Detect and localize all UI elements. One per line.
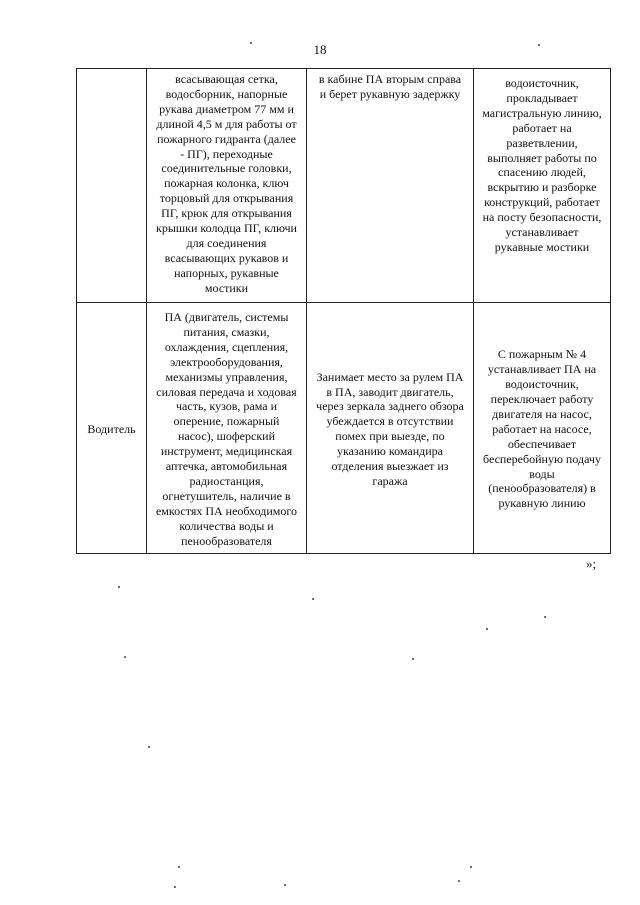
equipment-text-line: мостики [204, 280, 249, 295]
position-text-line: в кабине ПА вторым справа [318, 72, 462, 86]
closing-quote: »; [586, 556, 597, 571]
duties-table [76, 68, 611, 554]
scan-speck [458, 880, 460, 882]
duties-text-line: С пожарным № 4 [497, 347, 587, 362]
equipment-text-line: всасывающих рукавов и [164, 250, 289, 265]
position-text-line: гаража [372, 473, 408, 488]
position-cell [307, 303, 474, 554]
duties-text-line: устанавливает ПА на [487, 362, 597, 377]
duties-text-line: конструкций, работает [484, 195, 600, 210]
equipment-text-line: количества воды и [179, 518, 274, 533]
equipment-text-line: торцовый для открывания [159, 191, 294, 206]
position-text-line: через зеркала заднего обзора [316, 399, 464, 414]
duties-text-line: воды [529, 466, 555, 481]
equipment-text-line: пожарная колонка, ключ [164, 176, 289, 191]
equipment-text-line: ПГ, крюк для открывания [161, 206, 292, 221]
page-number: 18 [313, 42, 327, 57]
equipment-text-line: радиостанция, [189, 473, 264, 488]
equipment-text-line: пенообразователя [181, 533, 272, 548]
equipment-text-line: крышки колодца ПГ, ключи [156, 221, 297, 236]
scan-speck [312, 598, 314, 600]
scan-speck [148, 746, 150, 748]
duties-text-line: работает на насосе, [492, 421, 592, 436]
table-row [77, 303, 611, 554]
duties-text-line: на посту безопасности, [482, 210, 602, 225]
equipment-text-line: ПА (двигатель, системы [164, 310, 289, 324]
scan-speck [124, 656, 126, 658]
duties-text-line: переключает работу [490, 391, 594, 406]
duties-text-line: прокладывает [506, 90, 578, 105]
duties-cell [474, 69, 611, 303]
scan-speck [486, 628, 488, 630]
position-text-line: указанию командира [337, 444, 443, 459]
equipment-text-line: оперение, пожарный [173, 414, 280, 429]
table-row [77, 69, 611, 303]
equipment-cell [147, 303, 307, 554]
duties-text-line: двигателя на насос, [492, 406, 592, 421]
position-text-line: и берет рукавную задержку [319, 86, 461, 101]
position-text-line: Занимает место за рулем ПА [316, 369, 464, 384]
scan-speck [118, 586, 120, 588]
equipment-text-line: огнетушитель, наличие в [162, 488, 291, 503]
duties-text-line: обеспечивает [507, 436, 577, 451]
equipment-text-line: инструмент, медицинская [160, 444, 293, 459]
duties-text-line: устанавливает [505, 225, 579, 240]
duties-text-line: спасению людей, [498, 165, 586, 180]
role-cell [77, 303, 147, 554]
position-text-line: помех при выезде, по [335, 429, 445, 444]
scan-speck [544, 616, 546, 618]
equipment-text-line: электрооборудования, [170, 354, 283, 369]
equipment-text-line: охлаждения, сцепления, [164, 339, 289, 354]
duties-text-line: разветвлении, [506, 135, 578, 150]
duties-text-line: работает на [512, 120, 572, 135]
equipment-text-line: рукава диаметром 77 мм и [159, 101, 294, 116]
role-label: Водитель [87, 421, 136, 436]
equipment-text-line: механизмы управления, [165, 369, 288, 384]
position-text-line: убеждается в отсутствии [326, 414, 454, 429]
equipment-text-line: водосборник, напорные [165, 86, 288, 101]
duties-text-line: водоисточник, [505, 377, 579, 392]
equipment-text-line: длиной 4,5 м для работы от [156, 116, 297, 131]
position-text-line: отделения выезжает из [331, 459, 449, 474]
equipment-text-line: часть, кузов, рама и [176, 399, 277, 414]
equipment-text-line: пожарного гидранта (далее [157, 131, 296, 146]
duties-text-line: бесперебойную подачу [483, 451, 601, 466]
position-cell [307, 69, 474, 303]
scan-speck [538, 44, 540, 46]
equipment-text-line: для соединения [186, 235, 267, 250]
equipment-text-line: питания, смазки, [183, 324, 270, 339]
scan-speck [174, 886, 176, 888]
duties-text-line: рукавные мостики [494, 239, 590, 254]
equipment-text-line: аптечка, автомобильная [165, 459, 288, 474]
equipment-text-line: соединительные головки, [161, 161, 292, 176]
duties-text-line: рукавную линию [498, 496, 586, 511]
scan-speck [412, 658, 414, 660]
duties-text-line: вскрытию и разборке [487, 180, 597, 195]
position-text-line: в ПА, заводит двигатель, [326, 384, 454, 399]
equipment-text-line: насос), шоферский [177, 429, 276, 444]
equipment-text-line: всасывающая сетка, [175, 72, 278, 86]
equipment-text-line: - ПГ), переходные [180, 146, 273, 161]
duties-cell [474, 303, 611, 554]
equipment-text-line: напорных, рукавные [174, 265, 279, 280]
duties-text-line: водоисточник, [505, 76, 579, 90]
duties-text-line: магистральную линию, [482, 105, 602, 120]
equipment-text-line: емкостях ПА необходимого [155, 503, 298, 518]
scan-speck [178, 866, 180, 868]
scan-speck [470, 866, 472, 868]
duties-text-line: (пенообразователя) в [488, 481, 596, 496]
scan-speck [250, 42, 252, 44]
equipment-text-line: силовая передача и ходовая [156, 384, 297, 399]
duties-text-line: выполняет работы по [487, 150, 597, 165]
equipment-cell [147, 69, 307, 303]
scan-speck [284, 884, 286, 886]
role-cell [77, 69, 147, 303]
